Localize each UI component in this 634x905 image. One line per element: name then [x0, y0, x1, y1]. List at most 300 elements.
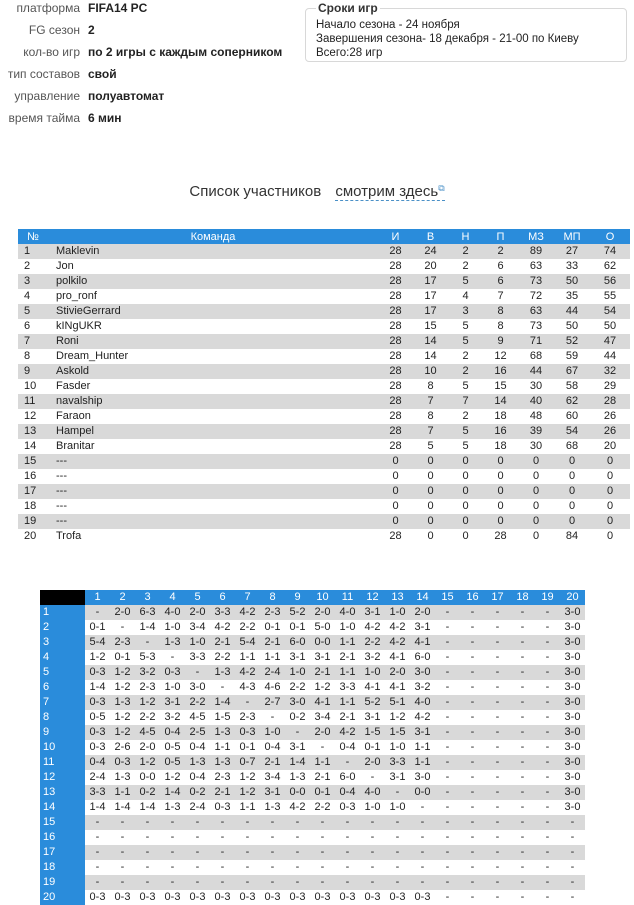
grid-cell: -	[435, 695, 460, 710]
info-label: платформа	[16, 1, 80, 15]
standings-cell: 26	[590, 424, 630, 439]
grid-cell: -	[485, 725, 510, 740]
grid-cell: -	[435, 785, 460, 800]
standings-cell: 71	[518, 334, 554, 349]
standings-cell: 84	[554, 529, 590, 544]
standings-cell: 16	[483, 364, 518, 379]
team-name: ---	[48, 469, 378, 484]
grid-cell: 1-3	[285, 770, 310, 785]
standings-cell: 63	[518, 259, 554, 274]
grid-cell: 0-0	[310, 635, 335, 650]
grid-cell: 1-1	[235, 800, 260, 815]
standings-cell: 58	[554, 379, 590, 394]
grid-cell: 0-3	[260, 890, 285, 905]
grid-cell: -	[85, 605, 110, 620]
grid-cell: 0-5	[85, 710, 110, 725]
standings-cell: 6	[18, 319, 48, 334]
grid-cell: -	[335, 755, 360, 770]
standings-cell: 28	[378, 304, 413, 319]
grid-cell: -	[485, 620, 510, 635]
grid-cell: -	[460, 875, 485, 890]
grid-cell: 1-1	[335, 635, 360, 650]
grid-cell: 1-2	[385, 710, 410, 725]
grid-cell: 2-1	[310, 665, 335, 680]
grid-cell: -	[260, 860, 285, 875]
grid-row-header: 6	[40, 680, 85, 695]
grid-cell: 0-3	[110, 755, 135, 770]
grid-cell: 3-0	[560, 695, 585, 710]
grid-cell: -	[510, 620, 535, 635]
grid-cell: -	[360, 860, 385, 875]
grid-cell: -	[535, 635, 560, 650]
grid-cell: -	[460, 635, 485, 650]
grid-cell: -	[435, 845, 460, 860]
grid-cell: -	[435, 875, 460, 890]
standings-cell: 0	[448, 529, 483, 544]
standings-cell: 24	[413, 244, 448, 259]
grid-cell: 2-1	[260, 635, 285, 650]
grid-cell: -	[235, 695, 260, 710]
standings-cell: 18	[18, 499, 48, 514]
grid-row	[40, 635, 585, 650]
standings-cell: 0	[590, 514, 630, 529]
grid-cell: 0-1	[260, 620, 285, 635]
grid-cell: -	[460, 755, 485, 770]
grid-cell: 2-2	[235, 620, 260, 635]
grid-cell: -	[535, 875, 560, 890]
grid-cell: -	[510, 680, 535, 695]
standings-cell: 0	[554, 469, 590, 484]
grid-cell: -	[535, 845, 560, 860]
grid-cell: 2-2	[135, 710, 160, 725]
grid-cell: -	[310, 860, 335, 875]
grid-cell: 0-4	[160, 725, 185, 740]
standings-cell: 4	[18, 289, 48, 304]
standings-cell: 7	[413, 424, 448, 439]
grid-col-header: 18	[510, 590, 535, 605]
grid-col-header: 7	[235, 590, 260, 605]
grid-cell: 4-2	[235, 605, 260, 620]
grid-cell: 3-4	[310, 710, 335, 725]
grid-cell: 4-5	[185, 710, 210, 725]
grid-cell: 1-0	[260, 725, 285, 740]
team-name: polkilo	[48, 274, 378, 289]
standings-cell: 0	[518, 529, 554, 544]
standings-cell: 0	[483, 484, 518, 499]
grid-cell: -	[485, 695, 510, 710]
grid-cell: 1-1	[410, 740, 435, 755]
grid-cell: 3-3	[385, 755, 410, 770]
grid-row	[40, 650, 585, 665]
grid-cell: 1-0	[285, 665, 310, 680]
standings-col-header: П	[483, 229, 518, 244]
grid-cell: 2-0	[385, 665, 410, 680]
grid-cell: 2-0	[110, 605, 135, 620]
grid-cell: -	[485, 605, 510, 620]
grid-cell: 1-3	[160, 800, 185, 815]
grid-cell: 0-2	[135, 785, 160, 800]
grid-cell: 3-2	[410, 680, 435, 695]
standings-cell: 30	[518, 439, 554, 454]
grid-cell: -	[210, 815, 235, 830]
grid-cell: 0-3	[85, 740, 110, 755]
grid-cell: -	[460, 680, 485, 695]
participants-link[interactable]	[335, 183, 444, 201]
grid-cell: 1-3	[210, 755, 235, 770]
grid-cell: 4-0	[335, 605, 360, 620]
grid-cell: -	[360, 815, 385, 830]
grid-cell: -	[435, 770, 460, 785]
standings-cell: 8	[413, 409, 448, 424]
grid-cell: 2-0	[185, 605, 210, 620]
grid-cell: 2-4	[185, 800, 210, 815]
grid-cell: -	[335, 860, 360, 875]
standings-cell: 8	[413, 379, 448, 394]
grid-cell: -	[485, 860, 510, 875]
grid-cell: -	[535, 890, 560, 905]
grid-cell: 1-0	[185, 635, 210, 650]
grid-cell: 3-1	[285, 650, 310, 665]
grid-cell: -	[135, 860, 160, 875]
standings-col-header: №	[18, 229, 48, 244]
grid-cell: -	[460, 710, 485, 725]
grid-cell: 2-7	[260, 695, 285, 710]
grid-cell: 0-3	[210, 800, 235, 815]
grid-cell: 2-4	[85, 770, 110, 785]
grid-cell: 2-6	[110, 740, 135, 755]
grid-cell: 2-4	[260, 665, 285, 680]
grid-cell: -	[485, 665, 510, 680]
grid-cell: 0-1	[235, 740, 260, 755]
standings-cell: 5	[448, 319, 483, 334]
grid-cell: 2-2	[310, 800, 335, 815]
grid-cell: -	[410, 830, 435, 845]
standings-cell: 18	[483, 439, 518, 454]
standings-cell: 17	[413, 274, 448, 289]
grid-cell: 0-1	[110, 650, 135, 665]
grid-cell: -	[385, 875, 410, 890]
grid-cell: -	[535, 710, 560, 725]
grid-cell: -	[335, 830, 360, 845]
standings-cell: 7	[413, 394, 448, 409]
grid-cell: 2-0	[310, 725, 335, 740]
standings-row	[18, 424, 630, 439]
standings-cell: 26	[590, 409, 630, 424]
grid-cell: 2-0	[360, 755, 385, 770]
grid-cell: -	[460, 620, 485, 635]
standings-row	[18, 334, 630, 349]
grid-cell: 1-2	[110, 710, 135, 725]
grid-cell: -	[460, 770, 485, 785]
grid-cell: -	[510, 635, 535, 650]
grid-cell: 3-0	[560, 710, 585, 725]
grid-row	[40, 890, 585, 905]
standings-cell: 72	[518, 289, 554, 304]
info-value: свой	[88, 67, 117, 81]
standings-cell: 2	[18, 259, 48, 274]
standings-row	[18, 469, 630, 484]
standings-cell: 68	[554, 439, 590, 454]
grid-cell: -	[110, 830, 135, 845]
grid-cell: 2-1	[210, 635, 235, 650]
grid-cell: 1-4	[85, 680, 110, 695]
grid-cell: 1-0	[385, 605, 410, 620]
grid-cell: 5-4	[85, 635, 110, 650]
season-start: Начало сезона - 24 ноября	[316, 19, 460, 31]
grid-cell: -	[535, 725, 560, 740]
grid-cell: 4-5	[135, 725, 160, 740]
grid-cell: 1-3	[110, 695, 135, 710]
standings-cell: 10	[413, 364, 448, 379]
standings-cell: 5	[448, 379, 483, 394]
standings-cell: 5	[413, 439, 448, 454]
grid-cell: 4-2	[210, 620, 235, 635]
standings-cell: 0	[483, 499, 518, 514]
grid-row	[40, 830, 585, 845]
standings-cell: 2	[483, 244, 518, 259]
standings-cell: 0	[413, 454, 448, 469]
grid-row	[40, 755, 585, 770]
grid-cell: 0-4	[185, 770, 210, 785]
grid-row-header: 11	[40, 755, 85, 770]
standings-cell: 68	[518, 349, 554, 364]
standings-cell: 28	[483, 529, 518, 544]
grid-col-header: 3	[135, 590, 160, 605]
grid-cell: 1-0	[360, 800, 385, 815]
external-link-icon: ⧉	[438, 183, 445, 193]
grid-cell: -	[485, 680, 510, 695]
grid-cell: -	[560, 845, 585, 860]
grid-cell: 6-0	[285, 635, 310, 650]
grid-col-header: 15	[435, 590, 460, 605]
grid-cell: 6-0	[335, 770, 360, 785]
grid-cell: 1-3	[160, 635, 185, 650]
grid-cell: -	[560, 875, 585, 890]
grid-cell: 2-3	[135, 680, 160, 695]
standings-col-header: Команда	[48, 229, 378, 244]
grid-cell: 4-1	[410, 635, 435, 650]
info-row-platform	[0, 1, 148, 23]
grid-cell: 3-0	[560, 605, 585, 620]
grid-cell: 6-0	[410, 650, 435, 665]
standings-cell: 44	[554, 304, 590, 319]
standings-cell: 12	[483, 349, 518, 364]
grid-row-header: 17	[40, 845, 85, 860]
grid-cell: 3-1	[260, 785, 285, 800]
grid-cell: 0-0	[285, 785, 310, 800]
grid-row-header: 3	[40, 635, 85, 650]
grid-cell: 2-0	[135, 740, 160, 755]
standings-row	[18, 304, 630, 319]
standings-cell: 0	[590, 469, 630, 484]
grid-cell: -	[435, 755, 460, 770]
grid-cell: 3-0	[560, 665, 585, 680]
grid-cell: 1-1	[310, 755, 335, 770]
grid-cell: -	[135, 845, 160, 860]
grid-cell: -	[260, 845, 285, 860]
info-value: 2	[88, 23, 95, 37]
grid-cell: 2-5	[185, 725, 210, 740]
standings-cell: 0	[378, 469, 413, 484]
standings-cell: 3	[18, 274, 48, 289]
standings-cell: 17	[413, 289, 448, 304]
standings-cell: 39	[518, 424, 554, 439]
standings-cell: 56	[590, 274, 630, 289]
team-name: Branitar	[48, 439, 378, 454]
standings-cell: 54	[554, 424, 590, 439]
info-row-squads	[0, 67, 117, 89]
grid-cell: -	[110, 860, 135, 875]
grid-cell: -	[535, 830, 560, 845]
grid-cell: -	[560, 815, 585, 830]
grid-cell: 0-3	[135, 890, 160, 905]
grid-row	[40, 875, 585, 890]
standings-cell: 5	[448, 274, 483, 289]
grid-cell: 5-2	[360, 695, 385, 710]
grid-cell: -	[510, 860, 535, 875]
team-name: ---	[48, 514, 378, 529]
standings-cell: 2	[448, 244, 483, 259]
grid-cell: -	[435, 830, 460, 845]
grid-cell: 0-4	[185, 740, 210, 755]
standings-cell: 28	[378, 379, 413, 394]
grid-cell: 1-1	[335, 695, 360, 710]
grid-cell: 0-1	[360, 740, 385, 755]
grid-row-header: 5	[40, 665, 85, 680]
grid-cell: 3-1	[410, 725, 435, 740]
standings-cell: 5	[448, 424, 483, 439]
grid-cell: 3-3	[185, 650, 210, 665]
grid-cell: 2-2	[185, 695, 210, 710]
grid-cell: -	[310, 830, 335, 845]
standings-cell: 1	[18, 244, 48, 259]
grid-cell: -	[535, 740, 560, 755]
grid-cell: 4-1	[310, 695, 335, 710]
grid-cell: -	[460, 830, 485, 845]
grid-cell: -	[485, 800, 510, 815]
team-name: navalship	[48, 394, 378, 409]
grid-cell: 3-1	[360, 710, 385, 725]
grid-cell: -	[485, 785, 510, 800]
standings-cell: 60	[554, 409, 590, 424]
grid-col-header: 6	[210, 590, 235, 605]
results-grid	[40, 590, 585, 905]
grid-cell: 1-4	[135, 620, 160, 635]
grid-cell: -	[160, 815, 185, 830]
grid-cell: 1-1	[260, 650, 285, 665]
standings-cell: 50	[554, 319, 590, 334]
grid-cell: 1-1	[235, 650, 260, 665]
grid-cell: 3-0	[560, 725, 585, 740]
grid-cell: -	[310, 845, 335, 860]
grid-cell: -	[460, 890, 485, 905]
grid-cell: -	[210, 830, 235, 845]
info-label: управление	[14, 89, 80, 103]
standings-cell: 35	[554, 289, 590, 304]
grid-col-header: 12	[360, 590, 385, 605]
grid-cell: 3-0	[560, 680, 585, 695]
team-name: Faraon	[48, 409, 378, 424]
grid-cell: -	[535, 815, 560, 830]
grid-col-header: 2	[110, 590, 135, 605]
grid-cell: -	[535, 770, 560, 785]
grid-col-header: 17	[485, 590, 510, 605]
grid-row	[40, 785, 585, 800]
standings-col-header: МЗ	[518, 229, 554, 244]
standings-cell: 55	[590, 289, 630, 304]
grid-cell: 0-3	[85, 695, 110, 710]
standings-row	[18, 394, 630, 409]
standings-cell: 2	[448, 349, 483, 364]
grid-cell: 3-2	[360, 650, 385, 665]
grid-cell: 5-4	[235, 635, 260, 650]
grid-cell: 1-4	[110, 800, 135, 815]
standings-row	[18, 289, 630, 304]
standings-cell: 50	[590, 319, 630, 334]
participants-link-text: смотрим здесь	[335, 183, 439, 200]
standings-cell: 0	[590, 484, 630, 499]
grid-cell: -	[310, 815, 335, 830]
grid-row-header: 1	[40, 605, 85, 620]
grid-cell: 4-2	[360, 620, 385, 635]
grid-cell: -	[560, 860, 585, 875]
grid-cell: 3-0	[560, 635, 585, 650]
grid-col-header: 19	[535, 590, 560, 605]
standings-cell: 33	[554, 259, 590, 274]
grid-cell: -	[160, 875, 185, 890]
grid-cell: -	[460, 605, 485, 620]
standings-cell: 0	[448, 499, 483, 514]
grid-cell: -	[460, 860, 485, 875]
grid-cell: 3-3	[85, 785, 110, 800]
grid-cell: 3-1	[310, 650, 335, 665]
grid-row-header: 8	[40, 710, 85, 725]
grid-cell: 4-0	[160, 605, 185, 620]
standings-cell: 0	[448, 454, 483, 469]
grid-cell: -	[310, 740, 335, 755]
grid-cell: 1-3	[260, 800, 285, 815]
grid-cell: -	[510, 770, 535, 785]
grid-cell: -	[385, 785, 410, 800]
standings-cell: 0	[518, 469, 554, 484]
grid-cell: -	[160, 860, 185, 875]
team-name: Fasder	[48, 379, 378, 394]
grid-cell: -	[510, 875, 535, 890]
grid-cell: -	[460, 665, 485, 680]
grid-cell: 3-0	[285, 695, 310, 710]
grid-cell: 2-1	[335, 650, 360, 665]
standings-table	[18, 229, 630, 544]
grid-cell: 2-0	[310, 605, 335, 620]
grid-row-header: 19	[40, 875, 85, 890]
standings-cell: 0	[518, 499, 554, 514]
grid-cell: 0-2	[285, 710, 310, 725]
standings-cell: 0	[413, 529, 448, 544]
grid-cell: -	[435, 650, 460, 665]
standings-cell: 0	[590, 454, 630, 469]
standings-cell: 0	[518, 484, 554, 499]
grid-cell: -	[360, 875, 385, 890]
standings-cell: 28	[378, 334, 413, 349]
grid-cell: 2-3	[235, 710, 260, 725]
grid-cell: 0-3	[160, 665, 185, 680]
grid-cell: 2-1	[310, 770, 335, 785]
grid-cell: -	[485, 815, 510, 830]
grid-cell: 0-3	[360, 890, 385, 905]
standings-cell: 28	[378, 364, 413, 379]
standings-cell: 62	[554, 394, 590, 409]
grid-cell: -	[235, 875, 260, 890]
